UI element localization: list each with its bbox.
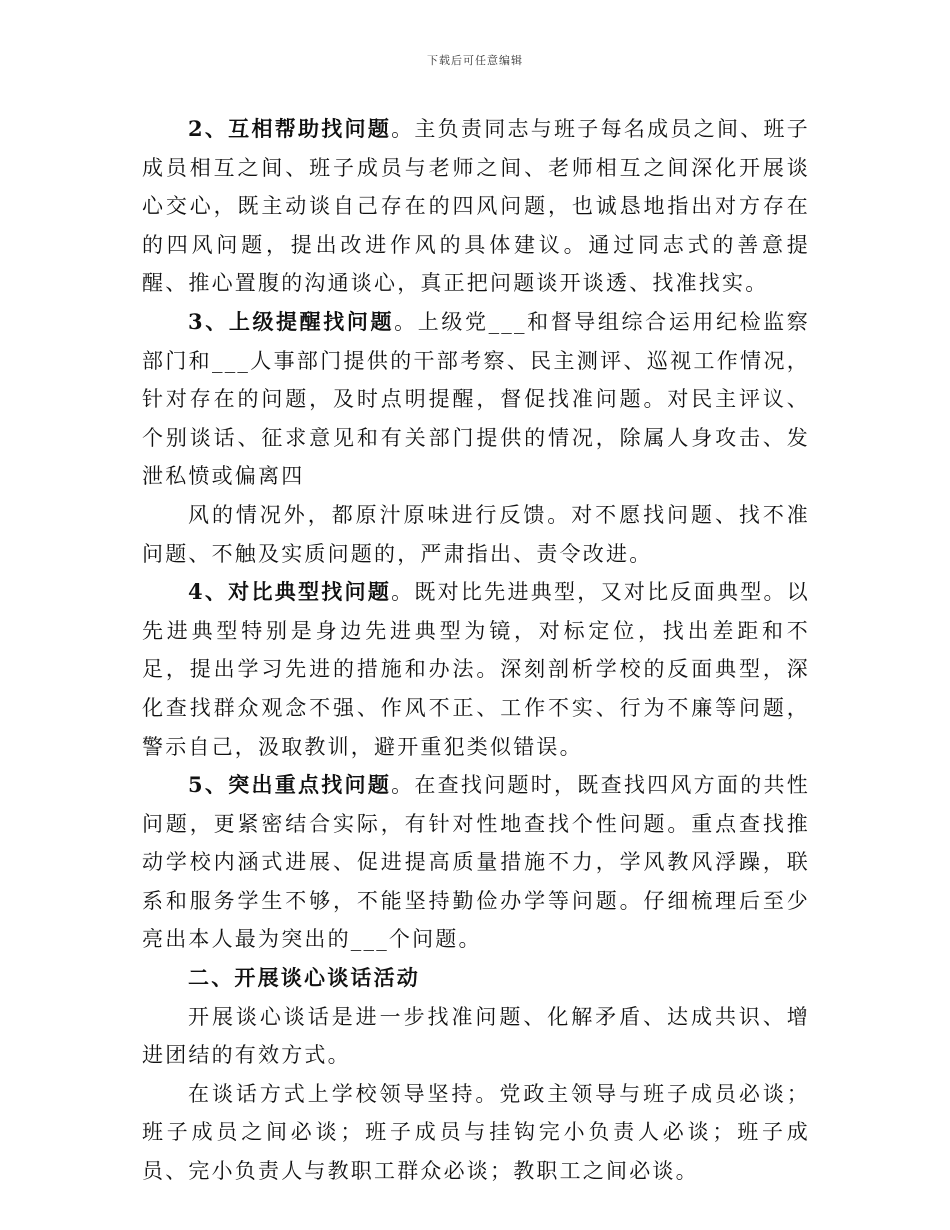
- paragraph-text: 在谈话方式上学校领导坚持。党政主领导与班子成员必谈；班子成员之间必谈；班子成员与挂钩完小负责人必谈；班子成员、完小负责人与教职工群众必谈；教职工之间必谈。: [142, 1081, 810, 1184]
- paragraph-title: 3、上级提醒找问题: [188, 308, 395, 334]
- paragraph-superior-reminder-cont: [142, 496, 810, 573]
- section-heading: 二、开展谈心谈话活动: [188, 965, 420, 991]
- paragraph-highlight-focus: [142, 766, 810, 959]
- paragraph-mutual-help: [142, 110, 810, 303]
- paragraph-talk-method: [142, 1075, 810, 1191]
- paragraph-text: 开展谈心谈话是进一步找准问题、化解矛盾、达成共识、增进团结的有效方式。: [142, 1004, 810, 1068]
- paragraph-text: 。在查找问题时，既查找四风方面的共性问题，更紧密结合实际，有针对性地查找个性问题。重点查找推动学校内涵式进展、促进提高质量措施不力，学风教风浮躁，联系和服务学生不够，不能坚持勤俭办学等问题。仔细梳理后至少亮出本人最为突出的___个问题。: [142, 773, 810, 952]
- paragraph-talk-purpose: [142, 998, 810, 1075]
- paragraph-text: 。既对比先进典型，又对比反面典型。以先进典型特别是身边先进典型为镜，对标定位，找出差距和不足，提出学习先进的措施和办法。深刻剖析学校的反面典型，深化查找群众观念不强、作风不正、工作不实、行为不廉等问题，警示自己，汲取教训，避开重犯类似错误。: [142, 580, 810, 759]
- paragraph-text-d: 风的情况外，都原汁原味进行反馈。对不愿找问题、找不准问题、不触及实质问题的，严肃指出、责令改进。: [142, 502, 810, 566]
- paragraph-title: 5、突出重点找问题: [188, 772, 392, 798]
- fill-blank-a: ___: [488, 309, 527, 334]
- page-header: 下载后可任意编辑: [427, 54, 523, 67]
- paragraph-text-c: 人事部门提供的干部考察、民主测评、巡视工作情况，针对存在的问题，及时点明提醒，督促找准问题。对民主评议、个别谈话、征求意见和有关部门提供的情况，除属人身攻击、发泄私愤或偏离四: [142, 348, 810, 489]
- paragraph-text-b: 和督导组综合运用纪检监察部门和: [142, 309, 810, 373]
- paragraph-title: 2、互相帮助找问题: [188, 116, 392, 141]
- fill-blank-b: ___: [212, 348, 251, 373]
- paragraph-text-a: 。上级党: [394, 309, 489, 334]
- paragraph-compare-examples: [142, 573, 810, 766]
- paragraph-text: 。主负责同志与班子每名成员之间、班子成员相互之间、班子成员与老师之间、老师相互之间深化开展谈心交心，既主动谈自己存在的四风问题，也诚恳地指出对方存在的四风问题，提出改进作风的具体建议。通过同志式的善意提醒、推心置腹的沟通谈心，真正把问题谈开谈透、找准找实。: [142, 117, 810, 296]
- paragraph-title: 4、对比典型找问题: [188, 579, 392, 605]
- document-body: [142, 110, 810, 1191]
- paragraph-superior-reminder: [142, 303, 810, 496]
